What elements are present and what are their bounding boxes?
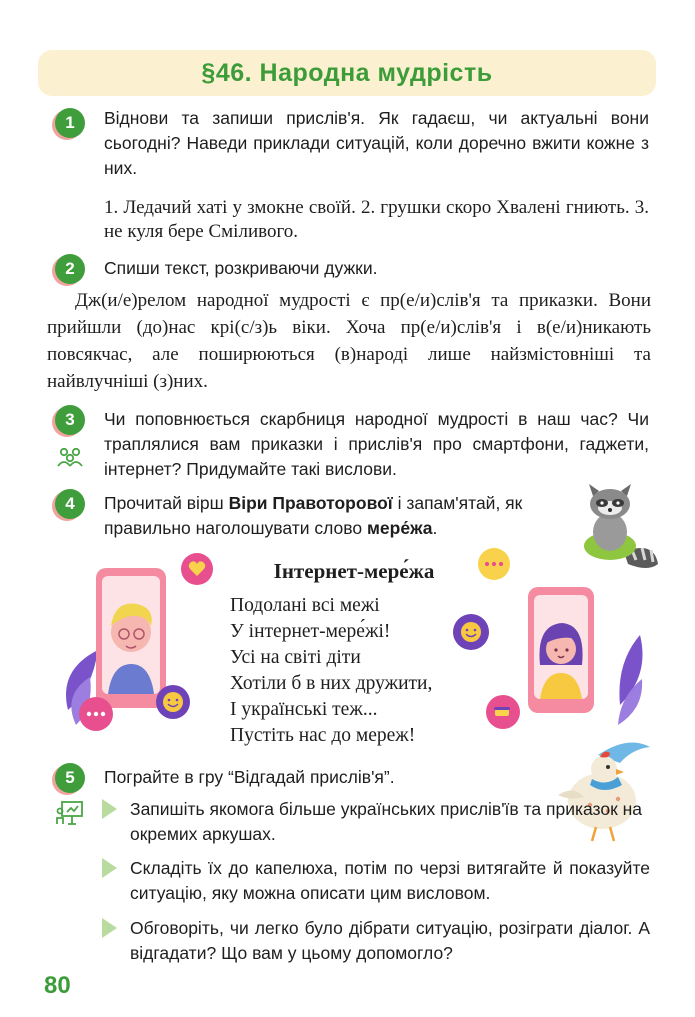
task-number-1: 1 [55,108,85,138]
bullet-arrow-icon [102,858,117,878]
smile-bubble-icon [453,614,489,650]
task-number-5: 5 [55,763,85,793]
bullet-2-text: Складіть їх до капелюха, потім по черзі витягайте й показуйте ситуацію, яку можна описати цим висловом. [130,858,650,903]
group-work-icon [56,446,84,470]
page-title: §46. Народна мудрість [201,59,493,87]
page-number: 80 [44,972,71,999]
bullet-arrow-icon [102,918,117,938]
task-number-4: 4 [55,489,85,519]
raccoon-illustration [572,482,664,574]
poem-line: І українські теж... [230,699,378,720]
task-2-exercise: Дж(и/е)релом народної мудрості є пр(е/и)слів'я та приказки. Вони прийшли (до)нас крі(с/з)ь віки. Хоча пр(е/и)слів'я і в(е/и)никають повсякчас, але поширюються (в)народі лише найзмістовніші та найвлучніші (з)них. [47,290,651,392]
dots-bubble-icon [478,548,510,580]
task-4-text-end: . [432,518,438,538]
task-4-author: Віри Правоторової [228,493,393,513]
task-4-word: мере́жа [366,518,433,538]
bullet-1-text: Запишіть якомога більше українських прислів'їв та приказок на окремих аркушах. [130,799,643,844]
task-4-text-middle: і запам'ятай, як правильно наголошувати слово [104,493,523,538]
heart-bubble-icon [181,553,213,585]
task-1-scrambled: 1. Ледачий хаті у змокне своїй. 2. грушки скоро Хвалені гниють. 3. не куля бере Сміливого. [104,197,649,242]
bullet-arrow-icon [102,799,117,819]
girl-phone-illustration [520,585,650,735]
task-2-text: Спиши текст, розкриваючи дужки. [104,258,378,278]
poem-line: Хотіли б в них дружити, [230,673,433,694]
poem-line: Подолані всі межі [230,595,380,616]
bullet-3-text: Обговоріть, чи легко було дібрати ситуацію, розіграти діалог. А відгадати? Що вам у цьому допомогло? [130,918,650,963]
smile-bubble-icon [156,685,190,719]
coffee-bubble-icon [486,695,520,729]
poem-title: Інтернет-мере́жа [273,559,435,583]
task-4-text-before: Прочитай вірш [104,493,229,513]
task-5-text: Пограйте в гру “Відгадай прислів'я”. [104,767,395,787]
dots-bubble-icon [79,697,113,731]
task-4-text [104,491,574,541]
presentation-board-icon [56,800,84,826]
task-number-3: 3 [55,405,85,435]
task-number-2: 2 [55,254,85,284]
task-3-text: Чи поповнюється скарбниця народної мудрості в наш час? Чи траплялися вам приказки і прислів'я про смартфони, гаджети, інтернет? Придумайте такі вислови. [104,409,649,479]
poem-line: Усі на світі діти [230,647,361,668]
poem-line: Пустіть нас до мереж! [230,725,416,746]
poem-line: У інтернет-мере́жі! [230,621,391,642]
task-1-text: Віднови та запиши прислів'я. Як гадаєш, чи актуальні вони сьогодні? Наведи приклади ситуацій, коли доречно вжити кожне з них. [104,108,649,178]
